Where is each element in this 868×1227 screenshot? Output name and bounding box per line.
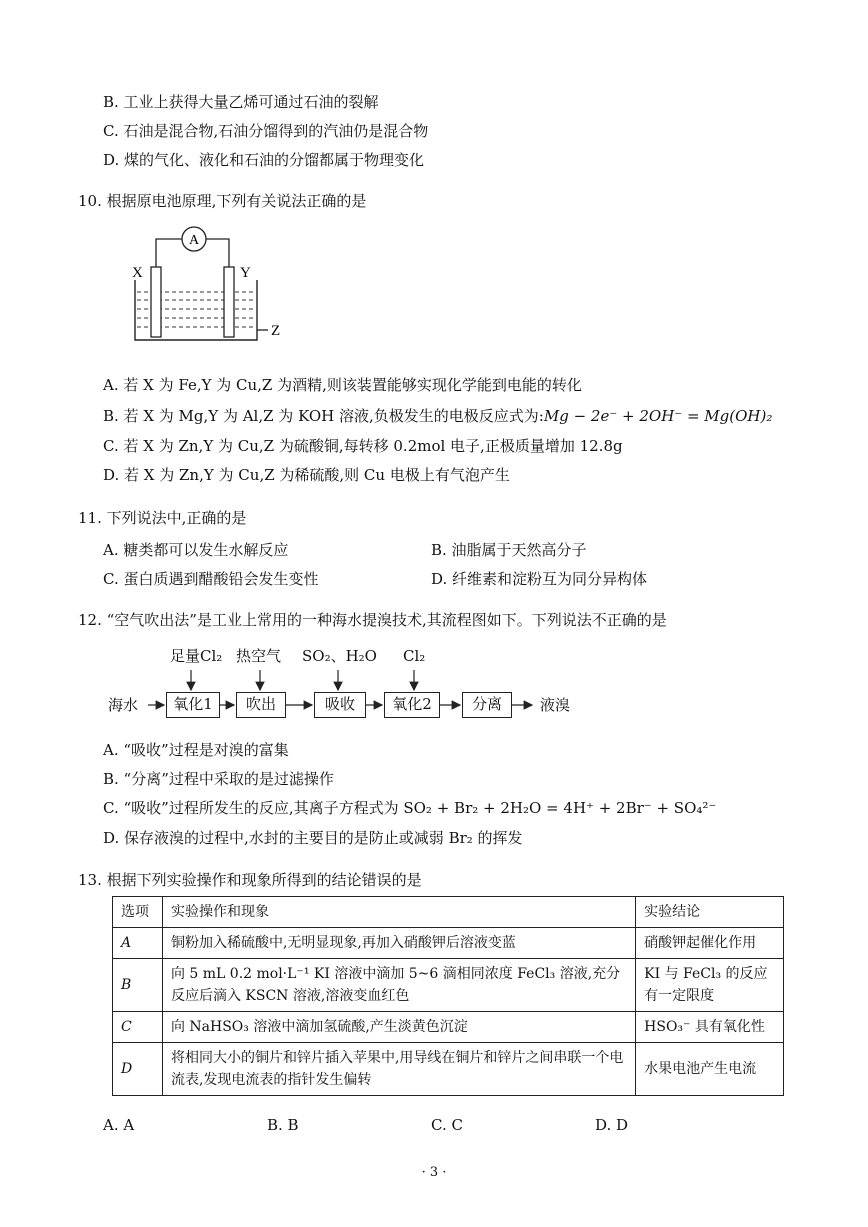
q10-stem: 10. 根据原电池原理,下列有关说法正确的是	[78, 192, 367, 210]
table-cell-conclusion: 硝酸钾起催化作用	[636, 928, 784, 959]
table-cell-conclusion: KI 与 FeCl₃ 的反应有一定限度	[636, 959, 784, 1012]
flow-input-1: 足量Cl₂	[170, 647, 223, 665]
q12-option-d: D. 保存液溴的过程中,水封的主要目的是防止或减弱 Br₂ 的挥发	[103, 829, 523, 847]
q12-option-b: B. “分离”过程中采取的是过滤操作	[103, 770, 334, 788]
q11-option-d: D. 纤维素和淀粉互为同分异构体	[431, 570, 648, 588]
table-header: 选项	[113, 897, 163, 928]
flow-step-separation: 分离	[462, 692, 512, 718]
flow-step-oxidation-2: 氧化2	[384, 692, 440, 718]
q10-option-b	[103, 406, 772, 426]
flow-input-4: Cl₂	[403, 647, 426, 665]
table-cell-option: C	[113, 1012, 163, 1043]
q13-answer-a: A. A	[103, 1116, 135, 1134]
q10-option-b-text: B. 若 X 为 Mg,Y 为 Al,Z 为 KOH 溶液,负极发生的电极反应式为:	[103, 407, 544, 425]
table-cell-option: A	[113, 928, 163, 959]
q13-answer-d: D. D	[595, 1116, 629, 1134]
flow-start: 海水	[108, 696, 139, 714]
q10-option-b-formula: Mg − 2e⁻ + 2OH⁻ = Mg(OH)₂	[543, 407, 773, 425]
flow-step-oxidation-1: 氧化1	[166, 692, 220, 718]
q11-option-c: C. 蛋白质遇到醋酸铅会发生变性	[103, 570, 319, 588]
table-header: 实验结论	[636, 897, 784, 928]
flow-step-absorption: 吸收	[314, 692, 366, 718]
table-row	[113, 1012, 784, 1043]
electrode-y-label: Y	[240, 265, 251, 281]
q10-option-c: C. 若 X 为 Zn,Y 为 Cu,Z 为硫酸铜,每转移 0.2mol 电子,正极质量增加 12.8g	[103, 437, 623, 455]
page-number: · 3 ·	[421, 1165, 447, 1180]
galvanic-cell-diagram	[125, 222, 290, 347]
q13-answer-b: B. B	[267, 1116, 299, 1134]
ammeter-label: A	[188, 233, 200, 248]
table-cell-operation: 向 NaHSO₃ 溶液中滴加氢硫酸,产生淡黄色沉淀	[162, 1012, 635, 1043]
q12-option-c: C. “吸收”过程所发生的反应,其离子方程式为 SO₂ + Br₂ + 2H₂O = 4H⁺ + 2Br⁻ + SO₄²⁻	[103, 799, 717, 817]
q9-option-d: D. 煤的气化、液化和石油的分馏都属于物理变化	[103, 151, 425, 169]
solution-z-label: Z	[271, 323, 281, 339]
table-row	[113, 1043, 784, 1096]
table-cell-operation: 铜粉加入稀硫酸中,无明显现象,再加入硝酸钾后溶液变蓝	[162, 928, 635, 959]
table-cell-option: D	[113, 1043, 163, 1096]
q13-stem: 13. 根据下列实验操作和现象所得到的结论错误的是	[78, 871, 422, 889]
q11-option-a: A. 糖类都可以发生水解反应	[103, 541, 289, 559]
table-row	[113, 959, 784, 1012]
table-cell-option: B	[113, 959, 163, 1012]
flow-input-2: 热空气	[236, 647, 282, 665]
q11-option-b: B. 油脂属于天然高分子	[431, 541, 587, 559]
table-header: 实验操作和现象	[162, 897, 635, 928]
table-header-row	[113, 897, 784, 928]
experiment-table	[112, 896, 784, 1096]
q9-option-b: B. 工业上获得大量乙烯可通过石油的裂解	[103, 93, 379, 111]
q10-option-a: A. 若 X 为 Fe,Y 为 Cu,Z 为酒精,则该装置能够实现化学能到电能的转化	[103, 376, 582, 394]
q12-option-a: A. “吸收”过程是对溴的富集	[103, 741, 289, 759]
table-cell-operation: 将相同大小的铜片和锌片插入苹果中,用导线在铜片和锌片之间串联一个电流表,发现电流表的指针发生偏转	[162, 1043, 635, 1096]
table-cell-conclusion: 水果电池产生电流	[636, 1043, 784, 1096]
flow-input-3: SO₂、H₂O	[302, 647, 377, 665]
q12-stem: 12. “空气吹出法”是工业上常用的一种海水提溴技术,其流程图如下。下列说法不正确的是	[78, 611, 667, 629]
electrode-x-label: X	[132, 265, 143, 281]
q11-stem: 11. 下列说法中,正确的是	[78, 509, 247, 527]
flow-end: 液溴	[540, 696, 571, 714]
q10-option-d: D. 若 X 为 Zn,Y 为 Cu,Z 为稀硫酸,则 Cu 电极上有气泡产生	[103, 466, 510, 484]
table-cell-operation: 向 5 mL 0.2 mol·L⁻¹ KI 溶液中滴加 5~6 滴相同浓度 FeCl₃ 溶液,充分反应后滴入 KSCN 溶液,溶液变血红色	[162, 959, 635, 1012]
table-row	[113, 928, 784, 959]
q9-option-c: C. 石油是混合物,石油分馏得到的汽油仍是混合物	[103, 122, 429, 140]
flow-step-blow-out: 吹出	[236, 692, 286, 718]
table-cell-conclusion: HSO₃⁻ 具有氧化性	[636, 1012, 784, 1043]
q13-answer-c: C. C	[431, 1116, 463, 1134]
